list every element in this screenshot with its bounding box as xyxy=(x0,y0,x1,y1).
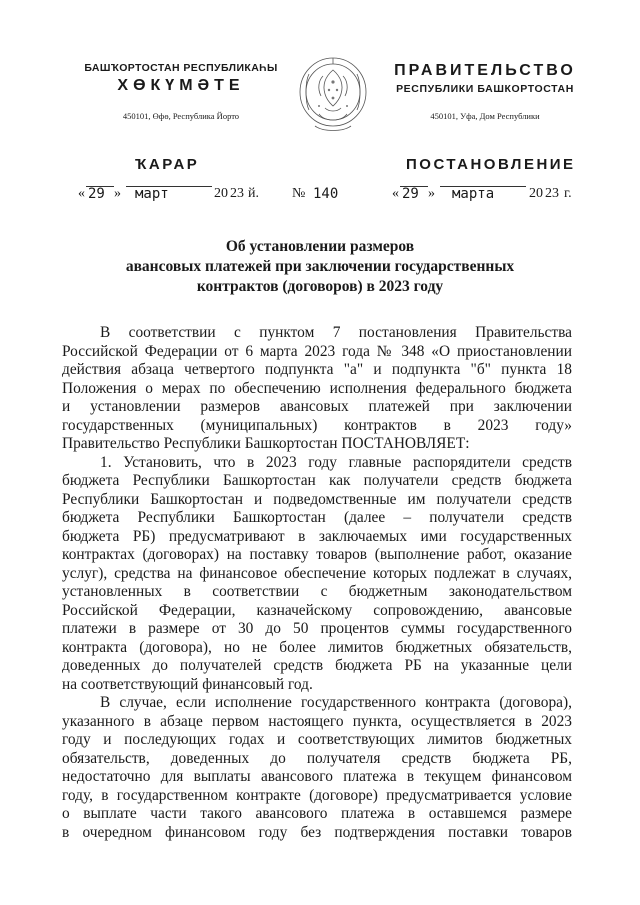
header-right-address: 450101, Уфа, Дом Республики xyxy=(430,111,540,121)
document-body xyxy=(62,324,572,842)
date-right-day: 29 xyxy=(402,186,419,202)
title-line: Об установлении размеров xyxy=(225,238,415,255)
body-line: бюджета Республики Башкортостан как получатели средств бюджета xyxy=(62,472,572,489)
date-left-close-quote: » xyxy=(114,186,121,201)
body-line: обязательств, доведенных до получателя средств бюджета РБ, xyxy=(62,749,572,767)
header-left-line2: ХӨКҮМӘТЕ xyxy=(117,77,245,94)
body-line: действия абзаца четвертого подпункта "а" и подпункта "б" пункта 18 xyxy=(62,361,572,378)
body-line: Положения о мерах по обеспечению исполнения федерального бюджета xyxy=(62,379,572,397)
body-line: Правительство Республики Башкортостан ПОСТАНОВЛЯЕТ: xyxy=(62,435,470,452)
body-line: государственных (муниципальных) контрактов в 2023 году» xyxy=(62,416,572,434)
date-right-close-quote: » xyxy=(428,186,435,201)
body-line: контрактах (договорах) на поставку товаров (выполнение работ, оказание xyxy=(62,546,572,563)
body-line: году, в государственном контракте (договоре) предусматривается условие xyxy=(62,786,572,804)
body-line: платежи в размере от 30 до 50 процентов суммы государственного xyxy=(62,620,572,637)
date-right-open-quote: « xyxy=(392,186,399,201)
body-line: о выплате части такого авансового платежа в оставшемся размере xyxy=(62,805,572,822)
date-right-year-unit: г. xyxy=(564,186,572,201)
doc-type-right: ПОСТАНОВЛЕНИЕ xyxy=(406,156,576,173)
date-right xyxy=(392,186,582,206)
body-line: и установлении размеров авансовых платежей при заключении xyxy=(62,398,572,415)
body-line: В случае, если исполнение государственного контракта (договора), xyxy=(100,694,572,711)
body-line: бюджета Республики Башкортостан (далее – получатели средств xyxy=(62,509,572,526)
body-line: доведенных до получателей средств бюджета РБ на указанные цели xyxy=(62,657,572,674)
body-line: Республики Башкортостан и подведомственные им получатели средств xyxy=(62,490,572,508)
date-left-number-sign: № xyxy=(292,186,306,201)
date-right-year-suffix: 23 xyxy=(545,186,559,201)
body-line: Российской Федерации, казначейскому сопровождению, авансовые xyxy=(62,601,572,619)
header-right-line2: РЕСПУБЛИКИ БАШКОРТОСТАН xyxy=(396,83,574,95)
body-line: в очередном финансовом году без подтверждения поставки товаров xyxy=(62,823,572,841)
body-line: Российской Федерации от 6 марта 2023 года № 348 «О приостановлении xyxy=(62,342,572,360)
date-left-year-unit: й. xyxy=(248,186,259,201)
date-left xyxy=(78,186,338,206)
coat-of-arms-icon xyxy=(295,52,371,138)
body-line: году и последующих годах и соответствующих лимитов бюджетных xyxy=(62,731,572,748)
body-line: на соответствующий финансовый год. xyxy=(62,675,313,693)
title-line: авансовых платежей при заключении государственных xyxy=(125,258,515,275)
body-line: бюджета РБ) предусматривают в заключаемых ими государственных xyxy=(62,527,572,545)
header-right-line1: ПРАВИТЕЛЬСТВО xyxy=(394,62,576,79)
body-line: недостаточно для выплаты авансового платежа в текущем финансовом xyxy=(62,768,572,785)
date-left-open-quote: « xyxy=(78,186,85,201)
body-line: установленных в соответствии с бюджетным законодательством xyxy=(62,583,572,600)
date-left-year-prefix: 20 xyxy=(214,186,228,201)
body-line: В соответствии с пунктом 7 постановления Правительства xyxy=(100,324,572,341)
document-title xyxy=(100,237,540,297)
body-line: указанного в абзаце первом настоящего пункта, осуществляется в 2023 xyxy=(62,712,572,730)
title-line: контрактов (договоров) в 2023 году xyxy=(196,278,444,295)
body-line: услуг), средства на финансовое обеспечение которых подлежат в случаях, xyxy=(62,564,572,582)
date-right-month: марта xyxy=(452,186,495,202)
header-right xyxy=(380,62,590,121)
date-left-year-suffix: 23 xyxy=(230,186,244,201)
header-left-address: 450101, Өфө, Республика Йорто xyxy=(122,111,240,121)
doc-type-left: ҠАРАР xyxy=(135,156,200,173)
header-left-line1: БАШҠОРТОСТАН РЕСПУБЛИКАҺЫ xyxy=(84,62,278,74)
body-line: контракта (договора), но не более лимитов бюджетных обязательств, xyxy=(62,638,572,656)
date-left-number: 140 xyxy=(313,186,339,202)
header-left xyxy=(72,62,290,121)
body-line: 1. Установить, что в 2023 году главные распорядители средств xyxy=(100,453,572,471)
date-left-month: март xyxy=(135,186,169,202)
date-left-day: 29 xyxy=(88,186,105,202)
date-right-year-prefix: 20 xyxy=(529,186,543,201)
